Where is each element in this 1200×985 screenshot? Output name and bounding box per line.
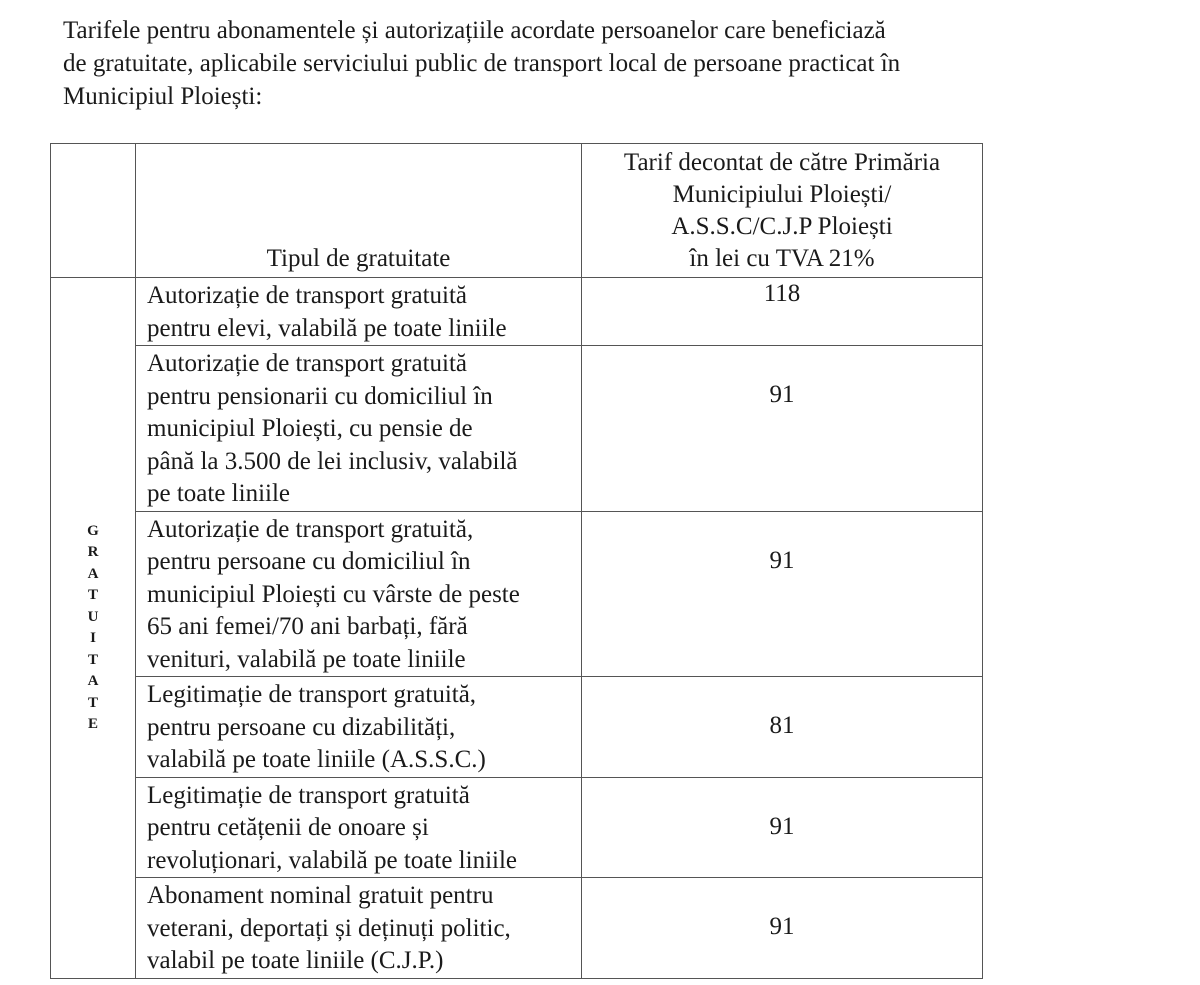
- header-type-cell: Tipul de gratuitate: [136, 144, 582, 278]
- header-tarif-line: A.S.S.C/C.J.P Ploiești: [671, 213, 893, 240]
- table-row: [51, 677, 983, 778]
- row-description: [136, 511, 582, 677]
- description-line: municipiul Ploiești cu vârste de peste: [147, 580, 520, 608]
- tariff-table: [50, 143, 983, 979]
- side-letter: T: [87, 587, 98, 603]
- table-row: [51, 511, 983, 677]
- side-letter: T: [87, 651, 98, 668]
- intro-line: Tarifele pentru abonamentele și autorizațiile acordate persoanelor care beneficiază: [63, 17, 886, 44]
- header-empty-cell: [51, 144, 136, 278]
- table-row: [51, 878, 983, 979]
- description-line: valabilă pe toate liniile (A.S.S.C.): [147, 746, 486, 773]
- intro-line: de gratuitate, aplicabile serviciului public de transport local de persoane practicat în: [63, 50, 901, 77]
- gratuitate-side-label: [51, 278, 136, 979]
- description-line: Autorizație de transport gratuită,: [147, 515, 474, 543]
- intro-paragraph: [63, 14, 1043, 113]
- header-tarif-cell: [582, 144, 983, 278]
- side-letter: A: [87, 673, 99, 689]
- side-letter: E: [87, 716, 98, 732]
- table-row: [51, 346, 983, 512]
- description-line: municipiul Ploiești, cu pensie de: [147, 415, 473, 442]
- table-row: [51, 278, 983, 346]
- row-description: [136, 346, 582, 512]
- row-value: 118: [582, 278, 983, 346]
- intro-line: Municipiul Ploiești:: [63, 83, 263, 110]
- row-value: 81: [582, 677, 983, 778]
- description-line: până la 3.500 de lei inclusiv, valabilă: [147, 447, 518, 475]
- description-line: valabil pe toate liniile (C.J.P.): [147, 947, 444, 974]
- row-value: 91: [582, 346, 983, 512]
- row-description: [136, 677, 582, 778]
- description-line: pentru persoane cu domiciliul în: [147, 548, 471, 575]
- row-value: 91: [582, 878, 983, 979]
- row-description: [136, 278, 582, 346]
- description-line: Abonament nominal gratuit pentru: [147, 882, 494, 909]
- row-description: [136, 878, 582, 979]
- description-line: veterani, deportați și deținuți politic,: [147, 914, 511, 942]
- description-line: pe toate liniile: [147, 480, 291, 507]
- table-row: [51, 777, 983, 878]
- description-line: Autorizație de transport gratuită: [147, 282, 468, 309]
- side-letter: U: [87, 608, 99, 625]
- header-tarif-line: Municipiului Ploiești/: [672, 181, 892, 208]
- description-line: pentru persoane cu dizabilități,: [147, 713, 456, 741]
- row-value: 91: [582, 777, 983, 878]
- row-description: [136, 777, 582, 878]
- description-line: pentru elevi, valabilă pe toate liniile: [147, 314, 507, 342]
- description-line: 65 ani femei/70 ani barbați, fără: [147, 613, 468, 640]
- description-line: Autorizație de transport gratuită: [147, 350, 468, 377]
- side-letter: A: [87, 565, 99, 582]
- description-line: revoluționari, valabilă pe toate liniile: [147, 846, 518, 874]
- description-line: Legitimație de transport gratuită,: [147, 681, 477, 708]
- header-tarif-line: Tarif decontat de către Primăria: [623, 149, 941, 176]
- table-header-row: [51, 144, 983, 278]
- description-line: venituri, valabilă pe toate liniile: [147, 645, 466, 673]
- description-line: pentru pensionarii cu domiciliul în: [147, 382, 493, 410]
- side-letter: T: [87, 694, 98, 711]
- description-line: Legitimație de transport gratuită: [147, 781, 470, 809]
- side-letter: R: [87, 544, 99, 560]
- description-line: pentru cetățenii de onoare și: [147, 814, 429, 841]
- side-letter: G: [87, 522, 99, 539]
- side-letter: I: [90, 630, 96, 646]
- row-value: 91: [582, 511, 983, 677]
- header-tarif-line: în lei cu TVA 21%: [689, 245, 875, 272]
